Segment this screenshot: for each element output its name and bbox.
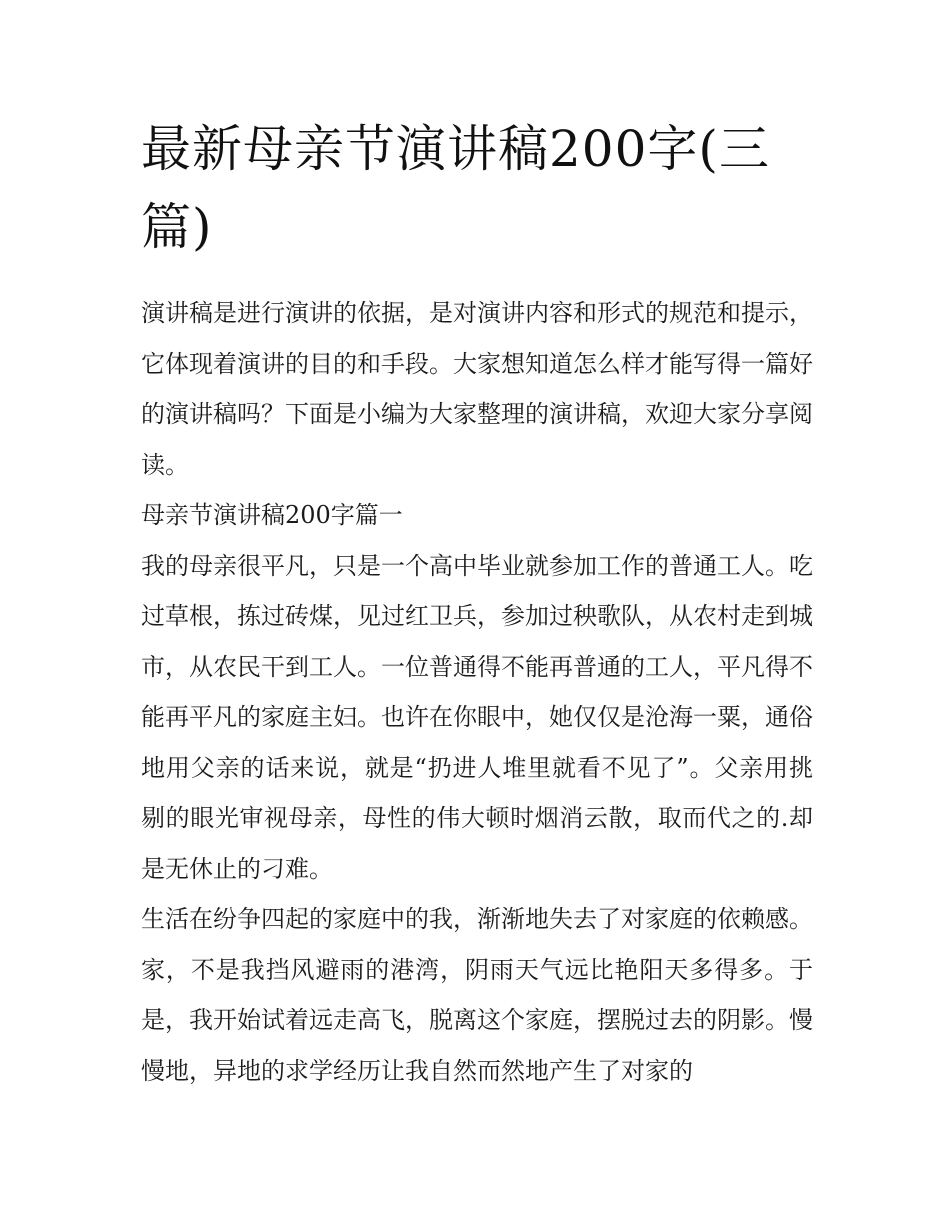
- intro-paragraph: 演讲稿是进行演讲的依据，是对演讲内容和形式的规范和提示，它体现着演讲的目的和手段。大家想知道怎么样才能写得一篇好的演讲稿吗？下面是小编为大家整理的演讲稿，欢迎大家分享阅读。: [141, 299, 813, 479]
- document-body: [141, 110, 813, 1096]
- body-paragraph: 生活在纷争四起的家庭中的我，渐渐地失去了对家庭的依赖感。家，不是我挡风避雨的港湾，阴雨天气远比艳阳天多得多。于是，我开始试着远走高飞，脱离这个家庭，摆脱过去的阴影。慢慢地，异地的求学经历让我自然而然地产生了对家的: [141, 905, 813, 1085]
- body-paragraph: 我的母亲很平凡，只是一个高中毕业就参加工作的普通工人。吃过草根，拣过砖煤，见过红卫兵，参加过秧歌队，从农村走到城市，从农民干到工人。一位普通得不能再普通的工人，平凡得不能再平凡的家庭主妇。也许在你眼中，她仅仅是沧海一粟，通俗地用父亲的话来说，就是“扔进人堆里就看不见了”。父亲用挑剔的眼光审视母亲，母性的伟大顿时烟消云散，取而代之的.却是无休止的刁难。: [141, 551, 813, 883]
- section-heading: 母亲节演讲稿200字篇一: [141, 501, 403, 529]
- document-title: 最新母亲节演讲稿200字(三篇): [141, 120, 770, 256]
